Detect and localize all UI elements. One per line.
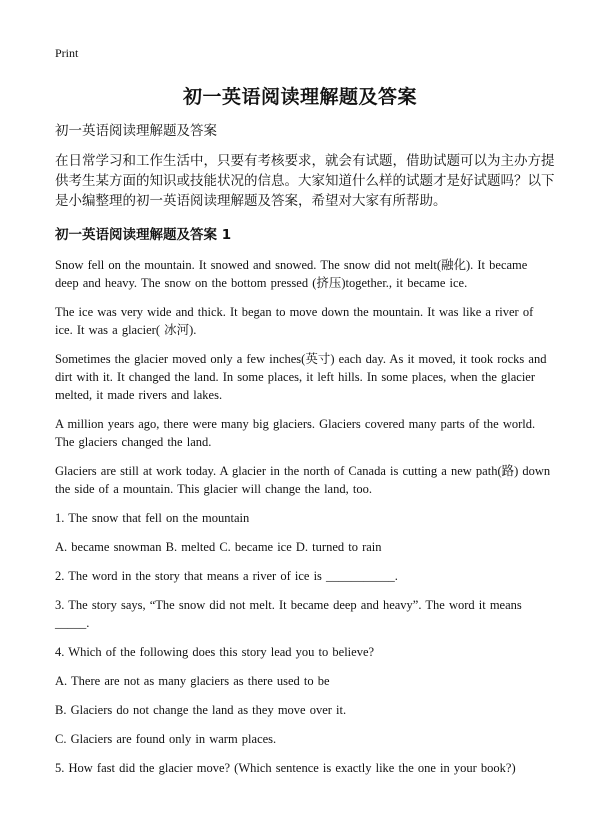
page-title: 初一英语阅读理解题及答案: [182, 86, 417, 108]
question-line: 2. The word in the story that means a river of ice is ___________.: [55, 569, 398, 583]
question-line: 5. How fast did the glacier move? (Which sentence is exactly like the one in your book?): [55, 761, 516, 775]
question-line: 4. Which of the following does this story lead you to believe?: [55, 645, 375, 659]
passage-paragraph: A million years ago, there were many big glaciers. Glaciers covered many parts of the world. The glaciers changed the land.: [55, 417, 536, 449]
question-line: 1. The snow that fell on the mountain: [55, 511, 250, 525]
article-body: [55, 119, 555, 788]
answer-option: A. There are not as many glaciers as there used to be: [55, 674, 330, 688]
article-subtitle: 初一英语阅读理解题及答案: [55, 123, 217, 139]
passage-paragraph: Snow fell on the mountain. It snowed and snowed. The snow did not melt(融化). It became deep and heavy. The snow on the bottom pressed (挤压)together., it became ice.: [55, 258, 528, 290]
answer-option: B. Glaciers do not change the land as they move over it.: [55, 703, 347, 717]
question-line: 3. The story says, “The snow did not melt. It became deep and heavy”. The word it means _____.: [55, 598, 522, 630]
answer-option: C. Glaciers are found only in warm places.: [55, 732, 277, 746]
print-link[interactable]: Print: [55, 46, 79, 60]
passage-paragraph: Glaciers are still at work today. A glacier in the north of Canada is cutting a new path(路) down the side of a mountain. This glacier will change the land, too.: [55, 464, 551, 496]
passage-paragraph: The ice was very wide and thick. It began to move down the mountain. It was like a river of ice. It was a glacier( 冰河).: [55, 305, 534, 337]
answer-options: A. became snowman B. melted C. became ice D. turned to rain: [55, 540, 382, 554]
intro-paragraph: 在日常学习和工作生活中，只要有考核要求，就会有试题，借助试题可以为主办方提供考生某方面的知识或技能状况的信息。大家知道什么样的试题才是好试题吗？以下是小编整理的初一英语阅读理解题及答案，希望对大家有所帮助。: [55, 153, 555, 209]
passage-paragraph: Sometimes the glacier moved only a few inches(英寸) each day. As it moved, it took rocks and dirt with it. It changed the land. In some places, it left hills. In some places, when the glacier melted, it made rivers and lakes.: [55, 352, 547, 402]
section-heading: 初一英语阅读理解题及答案 1: [55, 227, 232, 243]
